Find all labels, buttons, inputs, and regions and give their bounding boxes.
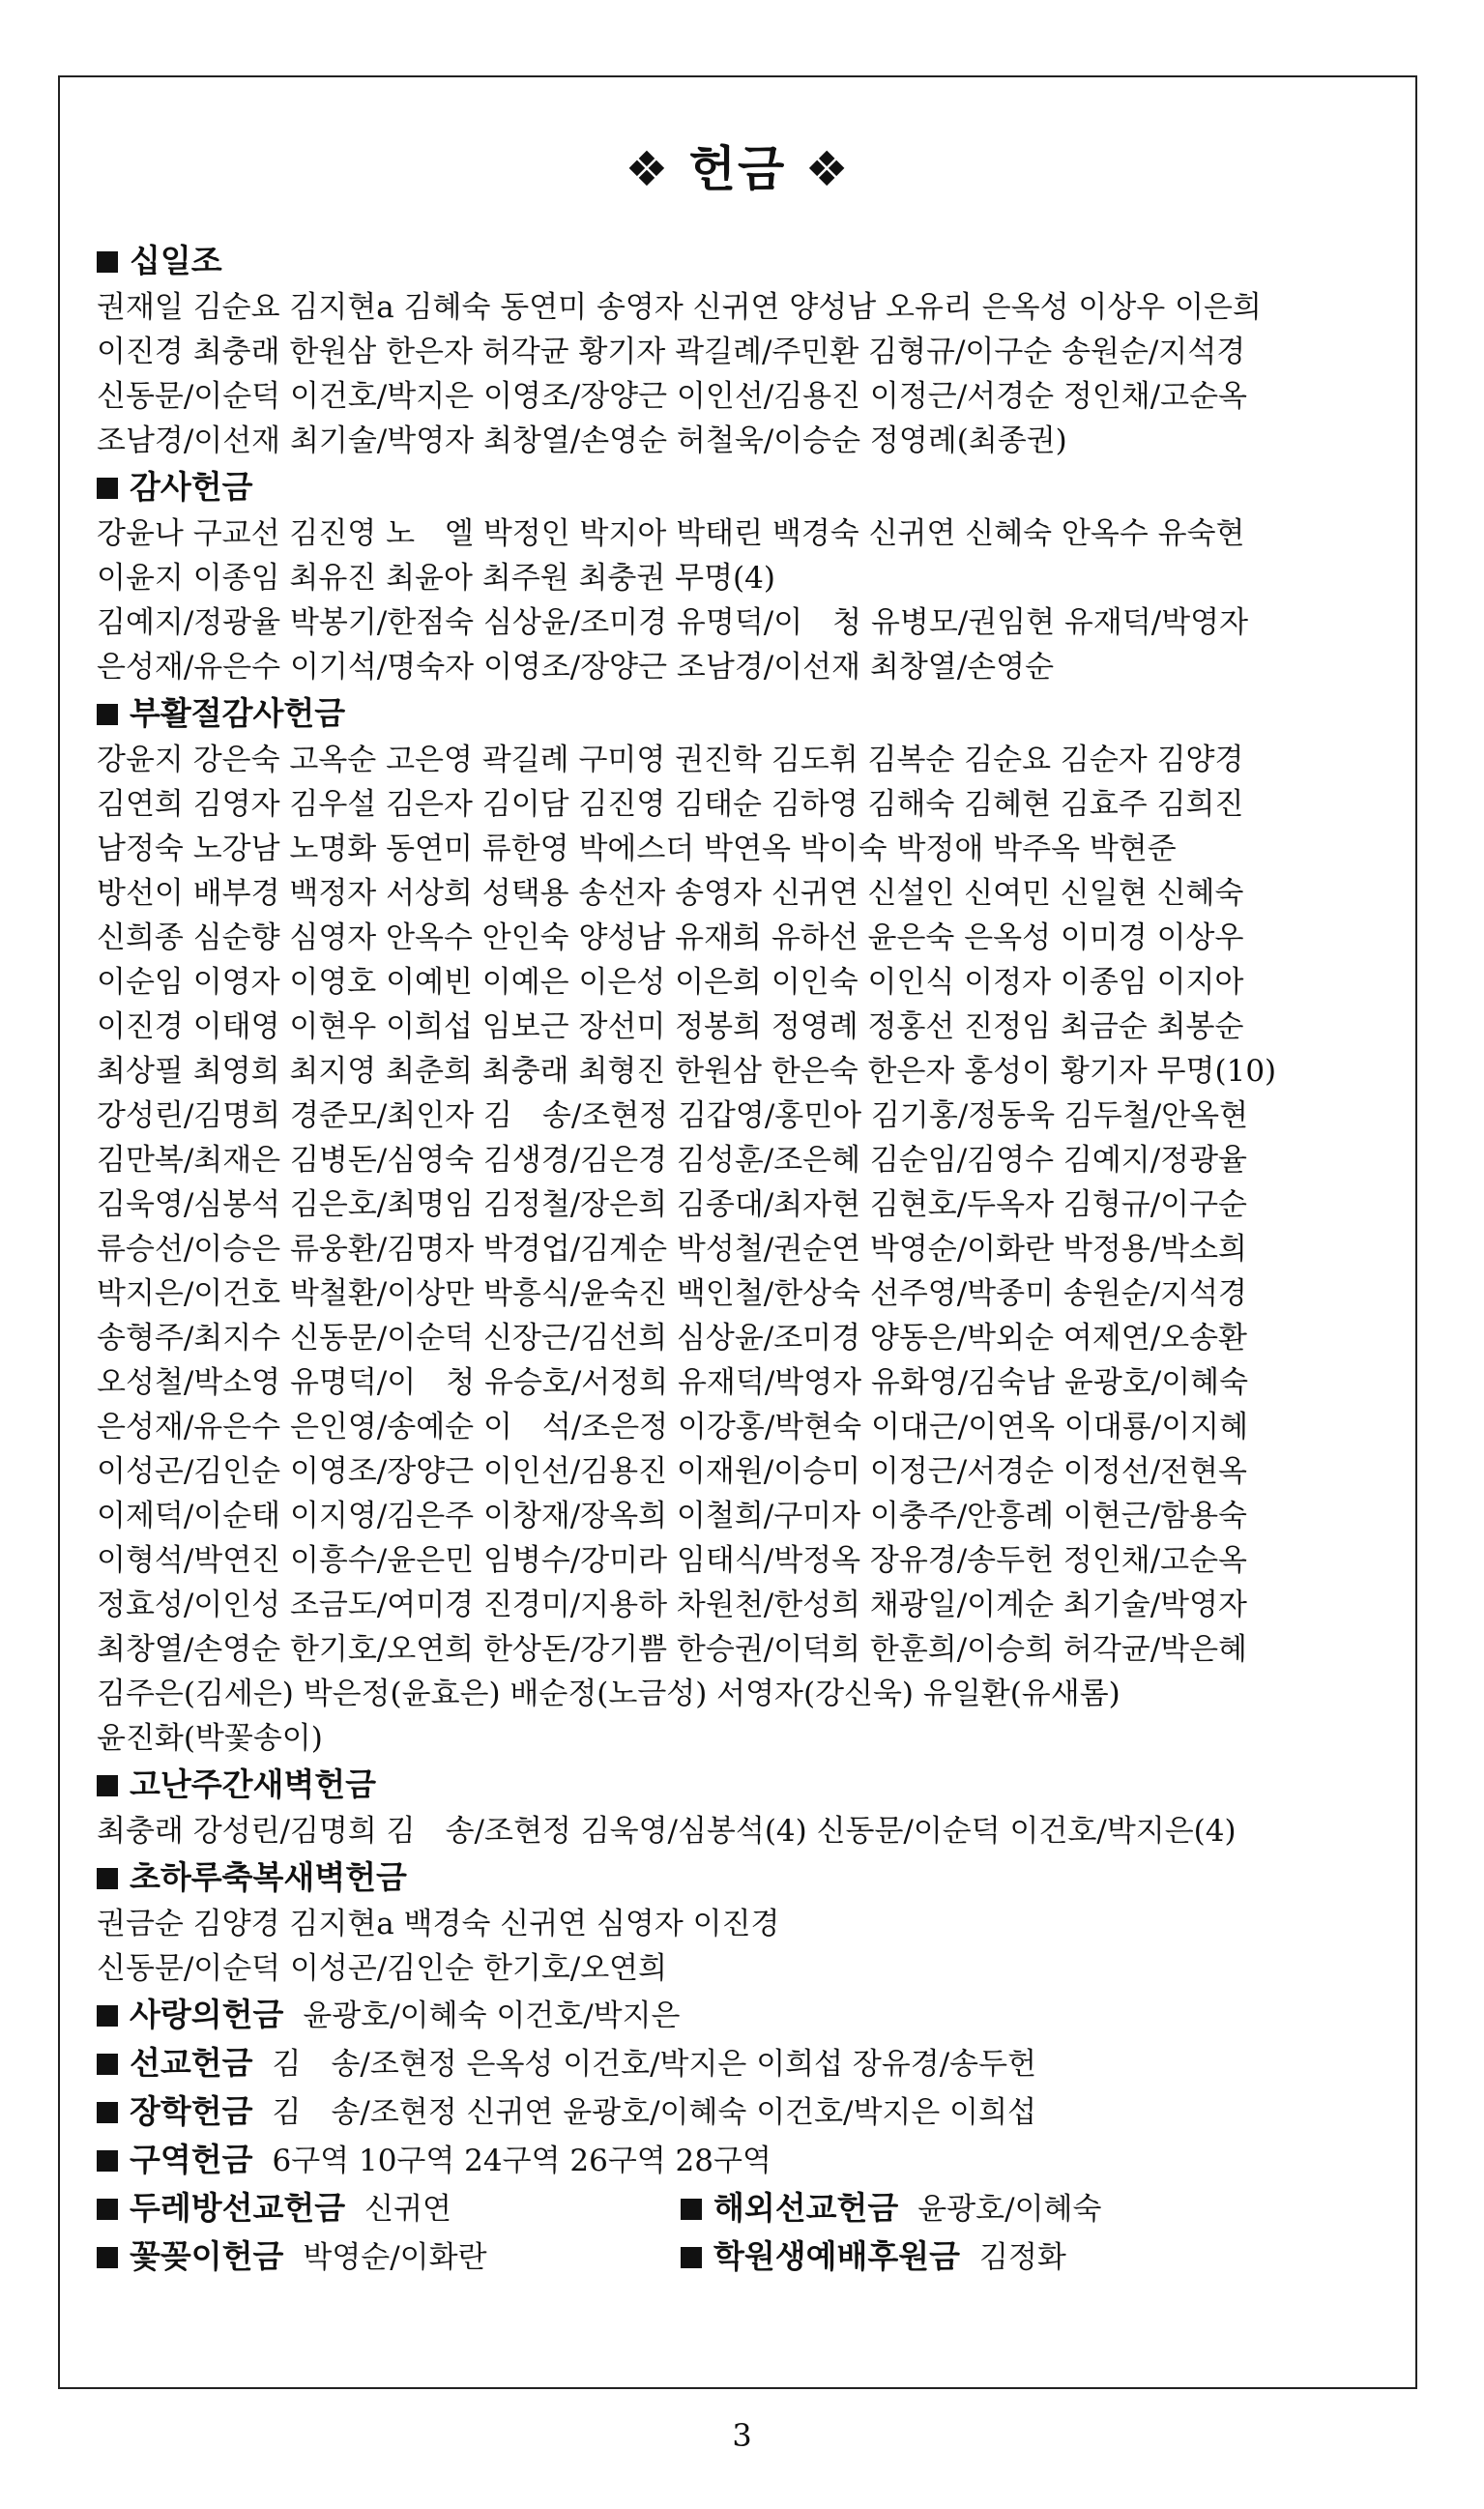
square-bullet-icon bbox=[97, 1868, 118, 1889]
square-bullet-icon bbox=[97, 1775, 118, 1796]
offering-list bbox=[97, 237, 1386, 2281]
section-heading-student: 학원생예배후원금 김정화 bbox=[681, 2232, 1066, 2281]
square-bullet-icon bbox=[97, 2199, 118, 2220]
section-heading-passion: 고난주간새벽헌금 bbox=[97, 1761, 1386, 1809]
section-heading-blessing: 초하루축복새벽헌금 bbox=[97, 1853, 1386, 1902]
name-line: 이성곤/김인순 이영조/장양근 이인선/김용진 이재원/이승미 이정근/서경순 이정선/전현옥 bbox=[97, 1454, 1247, 1489]
section-heading-love: 사랑의헌금 윤광호/이혜숙 이건호/박지은 bbox=[97, 1991, 1386, 2039]
section-names: 김정화 bbox=[979, 2240, 1066, 2275]
name-line: 김예지/정광율 박봉기/한점숙 심상윤/조미경 유명덕/이 청 유병모/권임현 유재덕/박영자 bbox=[97, 605, 1249, 640]
name-line: 송형주/최지수 신동문/이순덕 신장근/김선희 심상윤/조미경 양동은/박외순 여제연/오송환 bbox=[97, 1321, 1247, 1356]
section-names: 윤광호/이혜숙 이건호/박지은 bbox=[303, 1998, 681, 2033]
name-line: 최창열/손영순 한기호/오연희 한상돈/강기쁨 한승권/이덕희 한훈희/이승희 허각균/박은혜 bbox=[97, 1632, 1247, 1667]
section-names: 6구역 10구역 24구역 26구역 28구역 bbox=[272, 2144, 771, 2178]
name-line: 최충래 강성린/김명희 김 송/조현정 김욱영/심봉석(4) 신동문/이순덕 이건호/박지은(4) bbox=[97, 1814, 1237, 1849]
section-pair bbox=[97, 2232, 1386, 2281]
name-line: 박지은/이건호 박철환/이상만 박흥식/윤숙진 백인철/한상숙 선주영/박종미 송원순/지석경 bbox=[97, 1276, 1247, 1311]
section-heading-easter: 부활절감사헌금 bbox=[97, 689, 1386, 738]
square-bullet-icon bbox=[97, 704, 118, 725]
section-heading-thanks: 감사헌금 bbox=[97, 463, 1386, 511]
name-line: 윤진화(박꽃송이) bbox=[97, 1721, 323, 1756]
name-line: 이형석/박연진 이흥수/윤은민 임병수/강미라 임태식/박정옥 장유경/송두헌 정인채/고순옥 bbox=[97, 1543, 1247, 1578]
offering-page-frame bbox=[58, 75, 1417, 2389]
section-heading-tithe: 십일조 bbox=[97, 237, 1386, 285]
section-names: 윤광호/이혜숙 bbox=[917, 2192, 1102, 2227]
section-pair bbox=[97, 2184, 1386, 2232]
square-bullet-icon bbox=[681, 2247, 702, 2268]
section-heading-mission: 선교헌금 김 송/조현정 은옥성 이건호/박지은 이희섭 장유경/송두헌 bbox=[97, 2039, 1386, 2087]
name-line: 조남경/이선재 최기술/박영자 최창열/손영순 허철욱/이승순 정영례(최종권) bbox=[97, 423, 1067, 458]
square-bullet-icon bbox=[681, 2199, 702, 2220]
name-line: 강윤나 구교선 김진영 노 엘 박정인 박지아 박태린 백경숙 신귀연 신혜숙 안옥수 유숙현 bbox=[97, 516, 1245, 551]
square-bullet-icon bbox=[97, 2102, 118, 2123]
page-title: ❖ 헌금 ❖ bbox=[625, 141, 851, 197]
name-line: 강성린/김명희 경준모/최인자 김 송/조현정 김갑영/홍민아 김기홍/정동욱 김두철/안옥현 bbox=[97, 1098, 1249, 1133]
name-line: 김욱영/심봉석 김은호/최명임 김정철/장은희 김종대/최자현 김현호/두옥자 김형규/이구순 bbox=[97, 1187, 1247, 1222]
name-line: 류승선/이승은 류웅환/김명자 박경업/김계순 박성철/권순연 박영순/이화란 박정용/박소희 bbox=[97, 1232, 1247, 1267]
section-heading-scholarship: 장학헌금 김 송/조현정 신귀연 윤광호/이혜숙 이건호/박지은 이희섭 bbox=[97, 2087, 1386, 2136]
name-line: 은성재/유은수 이기석/명숙자 이영조/장양근 조남경/이선재 최창열/손영순 bbox=[97, 650, 1055, 685]
name-line: 권금순 김양경 김지현a 백경숙 신귀연 심영자 이진경 bbox=[97, 1907, 780, 1941]
name-line: 김만복/최재은 김병돈/심영숙 김생경/김은경 김성훈/조은혜 김순임/김영수 김예지/정광율 bbox=[97, 1143, 1247, 1178]
name-line: 강윤지 강은숙 고옥순 고은영 곽길례 구미영 권진학 김도휘 김복순 김순요 김순자 김양경 bbox=[97, 743, 1244, 777]
name-line: 권재일 김순요 김지현a 김혜숙 동연미 송영자 신귀연 양성남 오유리 은옥성 이상우 이은희 bbox=[97, 290, 1262, 325]
section-heading-durebang: 두레방선교헌금 신귀연 bbox=[97, 2184, 681, 2232]
page-number: 3 bbox=[732, 2417, 752, 2454]
section-names: 김 송/조현정 신귀연 윤광호/이혜숙 이건호/박지은 이희섭 bbox=[272, 2095, 1037, 2130]
square-bullet-icon bbox=[97, 2054, 118, 2075]
section-heading-overseas: 해외선교헌금 윤광호/이혜숙 bbox=[681, 2184, 1101, 2232]
square-bullet-icon bbox=[97, 2005, 118, 2027]
name-line: 이진경 최충래 한원삼 한은자 허각균 황기자 곽길례/주민환 김형규/이구순 송원순/지석경 bbox=[97, 335, 1246, 369]
name-line: 이진경 이태영 이현우 이희섭 임보근 장선미 정봉희 정영례 정홍선 진정임 최금순 최봉순 bbox=[97, 1009, 1244, 1044]
name-line: 김연희 김영자 김우설 김은자 김이담 김진영 김태순 김하영 김해숙 김혜현 김효주 김희진 bbox=[97, 787, 1244, 822]
name-line: 방선이 배부경 백정자 서상희 성택용 송선자 송영자 신귀연 신설인 신여민 신일현 신혜숙 bbox=[97, 876, 1244, 911]
name-line: 신동문/이순덕 이건호/박지은 이영조/장양근 이인선/김용진 이정근/서경순 정인채/고순옥 bbox=[97, 379, 1247, 414]
name-line: 신동문/이순덕 이성곤/김인순 한기호/오연희 bbox=[97, 1951, 668, 1986]
square-bullet-icon bbox=[97, 478, 118, 499]
name-line: 이윤지 이종임 최유진 최윤아 최주원 최충권 무명(4) bbox=[97, 561, 775, 596]
name-line: 정효성/이인성 조금도/여미경 진경미/지용하 차원천/한성희 채광일/이계순 최기술/박영자 bbox=[97, 1588, 1247, 1622]
name-line: 최상필 최영희 최지영 최춘희 최충래 최형진 한원삼 한은숙 한은자 홍성이 황기자 무명(10) bbox=[97, 1054, 1277, 1089]
name-line: 신희종 심순향 심영자 안옥수 안인숙 양성남 유재희 유하선 윤은숙 은옥성 이미경 이상우 bbox=[97, 920, 1244, 955]
section-heading-flower: 꽃꽂이헌금 박영순/이화란 bbox=[97, 2232, 681, 2281]
section-names: 박영순/이화란 bbox=[303, 2240, 487, 2275]
name-line: 오성철/박소영 유명덕/이 청 유승호/서정희 유재덕/박영자 유화영/김숙남 윤광호/이혜숙 bbox=[97, 1365, 1249, 1400]
square-bullet-icon bbox=[97, 2247, 118, 2268]
section-names: 신귀연 bbox=[364, 2192, 451, 2227]
name-line: 이제덕/이순태 이지영/김은주 이창재/장옥희 이철희/구미자 이충주/안흥례 이현근/함용숙 bbox=[97, 1499, 1247, 1533]
square-bullet-icon bbox=[97, 251, 118, 273]
name-line: 김주은(김세은) 박은정(윤효은) 배순정(노금성) 서영자(강신욱) 유일환(유새롬) bbox=[97, 1677, 1120, 1711]
name-line: 은성재/유은수 은인영/송예순 이 석/조은정 이강홍/박현숙 이대근/이연옥 이대룡/이지혜 bbox=[97, 1410, 1249, 1444]
name-line: 남정숙 노강남 노명화 동연미 류한영 박에스더 박연옥 박이숙 박정애 박주옥 박현준 bbox=[97, 831, 1177, 866]
name-line: 이순임 이영자 이영호 이예빈 이예은 이은성 이은희 이인숙 이인식 이정자 이종임 이지아 bbox=[97, 965, 1244, 1000]
square-bullet-icon bbox=[97, 2150, 118, 2172]
section-heading-district: 구역헌금 6구역 10구역 24구역 26구역 28구역 bbox=[97, 2136, 1386, 2184]
section-names: 김 송/조현정 은옥성 이건호/박지은 이희섭 장유경/송두헌 bbox=[272, 2047, 1037, 2082]
